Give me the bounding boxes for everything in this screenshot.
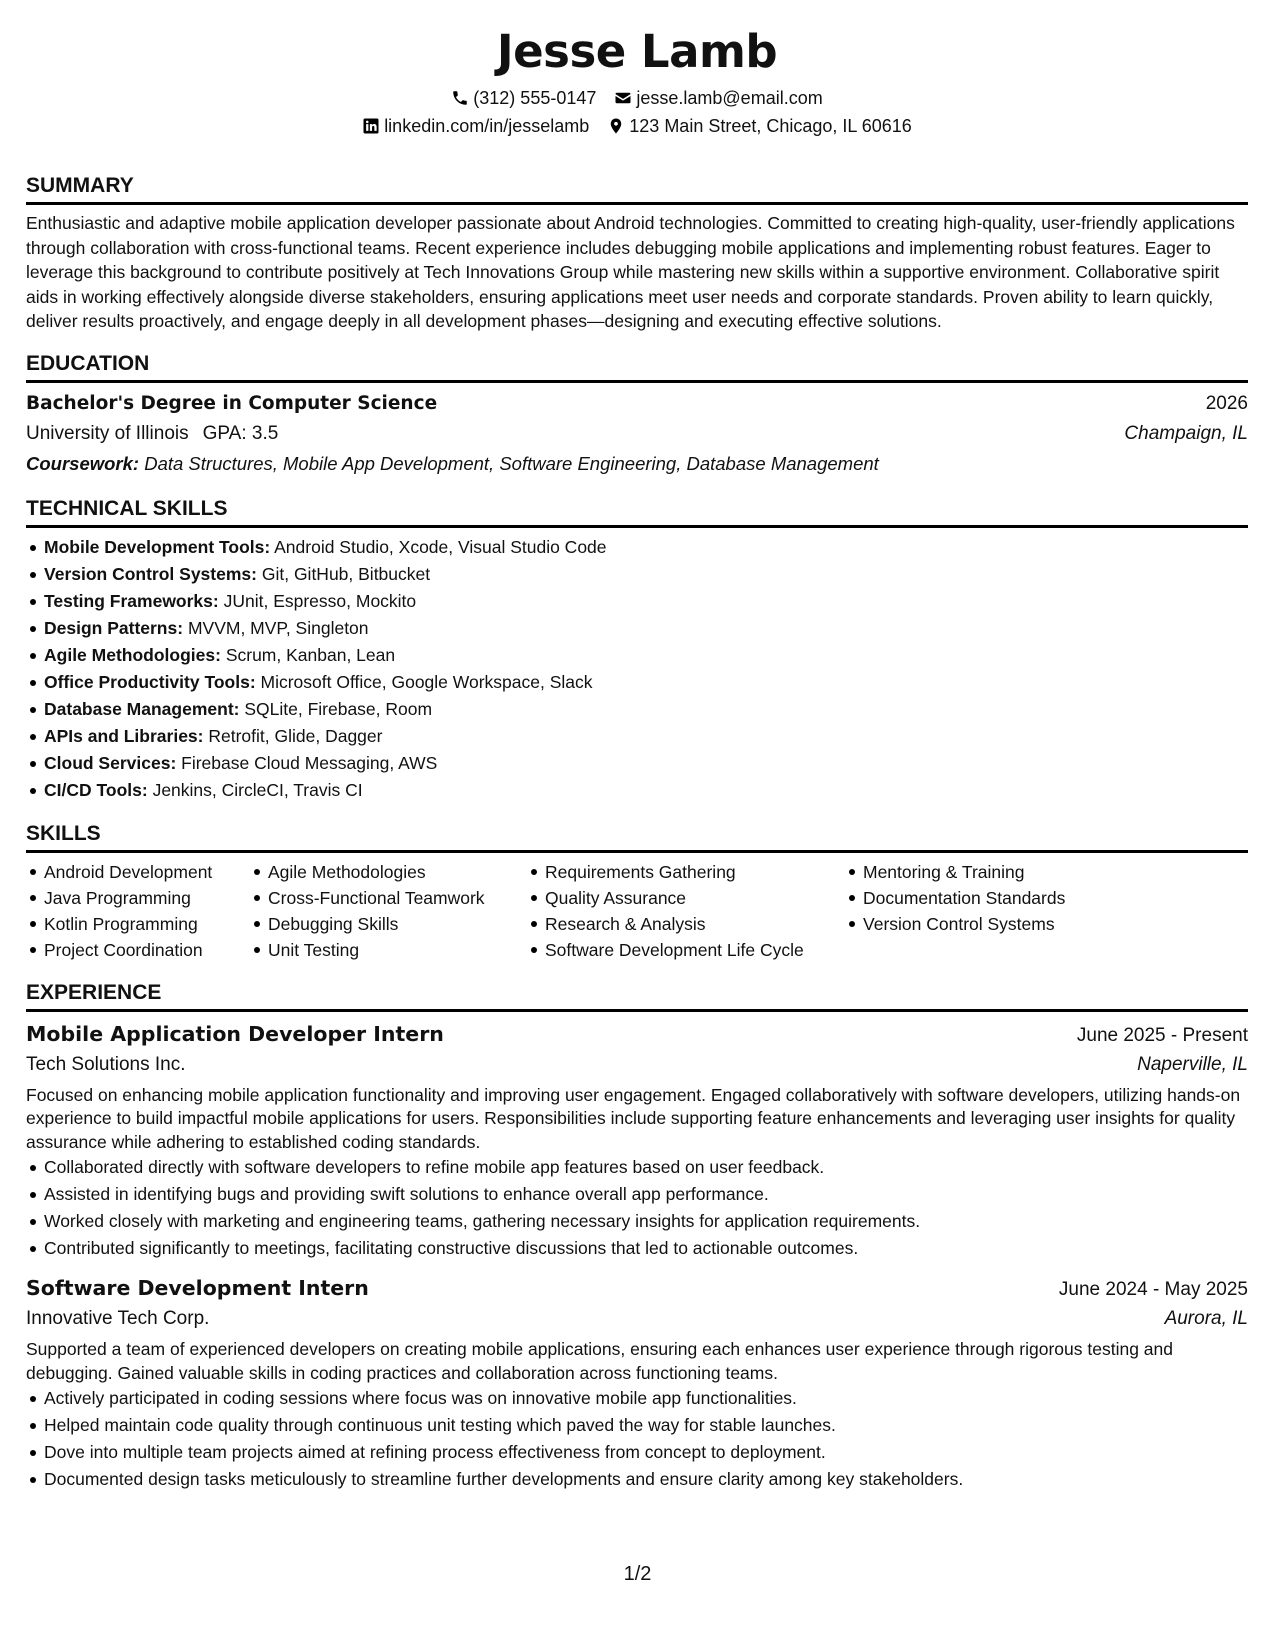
email-text[interactable]: jesse.lamb@email.com <box>636 88 823 108</box>
summary-text: Enthusiastic and adaptive mobile application developer passionate about Android technologies. Committed to creating high-quality, user-friendly applications through collaboration with cross-functional teams. Recent experience includes debugging mobile applications and implementing robust features. Eager to leverage this background to contribute positively at Tech Innovations Group while mastering new skills within a supportive environment. Collaborative spirit aids in working effectively alongside diverse stakeholders, ensuring applications meet user needs and corporate standards. Proven ability to learn quickly, deliver results proactively, and engage deeply in all development phases—designing and executing effective solutions. <box>26 213 1235 331</box>
envelope-icon <box>614 89 632 107</box>
list-item: Software Development Life Cycle <box>545 937 845 963</box>
list-item <box>44 588 1248 615</box>
resume-page <box>26 20 1248 1493</box>
job-location: Aurora, IL <box>1164 1308 1248 1329</box>
tech-skill-label: Version Control Systems: <box>44 563 257 584</box>
list-item <box>44 696 1248 723</box>
list-item <box>44 723 1248 750</box>
list-item: Research & Analysis <box>545 911 845 937</box>
technical-skills-list <box>26 534 1248 804</box>
experience-entry-2 <box>26 1272 1248 1493</box>
coursework-line <box>26 449 1248 479</box>
list-item: Kotlin Programming <box>44 911 250 937</box>
phone-icon <box>451 89 469 107</box>
list-item <box>44 750 1248 777</box>
address-text: 123 Main Street, Chicago, IL 60616 <box>629 116 912 136</box>
tech-skill-value: Android Studio, Xcode, Visual Studio Code <box>274 536 607 557</box>
list-item: Quality Assurance <box>545 885 845 911</box>
contact-address <box>607 112 912 140</box>
skills-column-3 <box>527 859 845 963</box>
education-degree-row <box>26 389 1248 419</box>
contact-phone <box>451 84 596 112</box>
technical-skills-heading: TECHNICAL SKILLS <box>26 495 1248 528</box>
linkedin-icon <box>362 117 380 135</box>
education-heading: EDUCATION <box>26 350 1248 383</box>
job-dates: June 2025 - Present <box>1076 1024 1248 1046</box>
tech-skill-label: Cloud Services: <box>44 752 177 773</box>
job-location: Naperville, IL <box>1137 1053 1248 1075</box>
list-item: Contributed significantly to meetings, facilitating constructive discussions that led to actionable outcomes. <box>44 1235 1248 1262</box>
tech-skill-value: Scrum, Kanban, Lean <box>225 644 396 665</box>
job-company-row <box>26 1050 1248 1080</box>
company-name: Tech Solutions Inc. <box>26 1053 186 1075</box>
list-item: Agile Methodologies <box>268 859 527 885</box>
tech-skill-label: APIs and Libraries: <box>44 725 204 746</box>
list-item: Documented design tasks meticulously to streamline further developments and ensure clarity among key stakeholders. <box>44 1466 1248 1493</box>
job-title: Mobile Application Developer Intern <box>26 1021 444 1046</box>
list-item <box>44 561 1248 588</box>
candidate-name: Jesse Lamb <box>496 25 778 78</box>
tech-skill-value: MVVM, MVP, Singleton <box>187 617 369 638</box>
job-dates: June 2024 - May 2025 <box>1058 1279 1248 1300</box>
list-item <box>44 615 1248 642</box>
list-item: Actively participated in coding sessions where focus was on innovative mobile app functionalities. <box>44 1385 1248 1412</box>
tech-skill-label: CI/CD Tools: <box>44 779 148 800</box>
list-item: Android Development <box>44 859 250 885</box>
job-title-row <box>26 1018 1248 1050</box>
list-item: Version Control Systems <box>863 911 1065 937</box>
experience-entry-1 <box>26 1018 1248 1263</box>
page-number: 1/2 <box>623 1563 652 1585</box>
school-line <box>26 419 278 449</box>
graduation-year: 2026 <box>1205 392 1248 414</box>
list-item: Worked closely with marketing and engineering teams, gathering necessary insights for application requirements. <box>44 1208 1248 1235</box>
list-item <box>44 534 1248 561</box>
job-summary: Focused on enhancing mobile application functionality and improving user engagement. Engaged collaboratively with software developers, utilizing hands-on experience to build impactful mobile applications for users. Responsibilities include supporting feature enhancements and leveraging user insights for quality assurance while adhering to established coding standards. <box>26 1084 1241 1152</box>
contact-row-2 <box>26 112 1248 140</box>
list-item: Requirements Gathering <box>545 859 845 885</box>
skills-column-2 <box>250 859 527 963</box>
list-item: Debugging Skills <box>268 911 527 937</box>
school-location: Champaign, IL <box>1124 422 1248 444</box>
linkedin-text[interactable]: linkedin.com/in/jesselamb <box>384 116 590 136</box>
tech-skill-value: Git, GitHub, Bitbucket <box>261 563 431 584</box>
list-item: Unit Testing <box>268 937 527 963</box>
education-school-row <box>26 419 1248 449</box>
tech-skill-value: Retrofit, Glide, Dagger <box>208 725 383 746</box>
tech-skill-value: Jenkins, CircleCI, Travis CI <box>152 779 363 800</box>
school-name: University of Illinois <box>26 422 189 444</box>
tech-skill-label: Design Patterns: <box>44 617 184 638</box>
job-company-row <box>26 1304 1248 1334</box>
list-item: Project Coordination <box>44 937 250 963</box>
coursework-label: Coursework: <box>26 452 140 474</box>
list-item: Cross-Functional Teamwork <box>268 885 527 911</box>
job-summary: Supported a team of experienced developers on creating mobile applications, ensuring each enhances user experience through rigorous testing and debugging. Gained valuable skills in coding practices and collaboration across functioning teams. <box>26 1339 1173 1383</box>
tech-skill-value: SQLite, Firebase, Room <box>244 698 433 719</box>
tech-skill-value: Microsoft Office, Google Workspace, Slack <box>260 671 593 692</box>
tech-skill-label: Office Productivity Tools: <box>44 671 256 692</box>
contact-row-1 <box>26 84 1248 112</box>
list-item: Assisted in identifying bugs and providing swift solutions to enhance overall app performance. <box>44 1181 1248 1208</box>
skills-grid <box>26 859 1248 963</box>
list-item <box>44 642 1248 669</box>
summary-heading: SUMMARY <box>26 172 1248 205</box>
skills-column-4 <box>845 859 1065 963</box>
job-title-row <box>26 1272 1248 1304</box>
tech-skill-label: Testing Frameworks: <box>44 590 219 611</box>
list-item <box>44 669 1248 696</box>
job-bullets <box>26 1385 1248 1493</box>
map-pin-icon <box>607 117 625 135</box>
tech-skill-label: Database Management: <box>44 698 240 719</box>
list-item: Helped maintain code quality through continuous unit testing which paved the way for stable launches. <box>44 1412 1248 1439</box>
phone-text: (312) 555-0147 <box>473 88 597 108</box>
job-bullets <box>26 1154 1248 1262</box>
gpa: GPA: 3.5 <box>202 422 279 444</box>
list-item <box>44 777 1248 804</box>
degree-title: Bachelor's Degree in Computer Science <box>26 392 438 414</box>
tech-skill-value: JUnit, Espresso, Mockito <box>223 590 417 611</box>
coursework-list: Data Structures, Mobile App Development, Software Engineering, Database Management <box>144 452 879 474</box>
tech-skill-value: Firebase Cloud Messaging, AWS <box>181 752 438 773</box>
job-title: Software Development Intern <box>26 1276 369 1300</box>
list-item: Collaborated directly with software developers to refine mobile app features based on user feedback. <box>44 1154 1248 1181</box>
list-item: Documentation Standards <box>863 885 1065 911</box>
list-item: Dove into multiple team projects aimed at refining process effectiveness from concept to deployment. <box>44 1439 1248 1466</box>
list-item: Mentoring & Training <box>863 859 1065 885</box>
company-name: Innovative Tech Corp. <box>26 1308 210 1329</box>
contact-email[interactable] <box>614 84 822 112</box>
tech-skill-label: Agile Methodologies: <box>44 644 221 665</box>
contact-linkedin[interactable] <box>362 112 589 140</box>
experience-heading: EXPERIENCE <box>26 979 1248 1012</box>
tech-skill-label: Mobile Development Tools: <box>44 536 271 557</box>
skills-column-1 <box>26 859 250 963</box>
skills-heading: SKILLS <box>26 820 1248 853</box>
list-item: Java Programming <box>44 885 250 911</box>
